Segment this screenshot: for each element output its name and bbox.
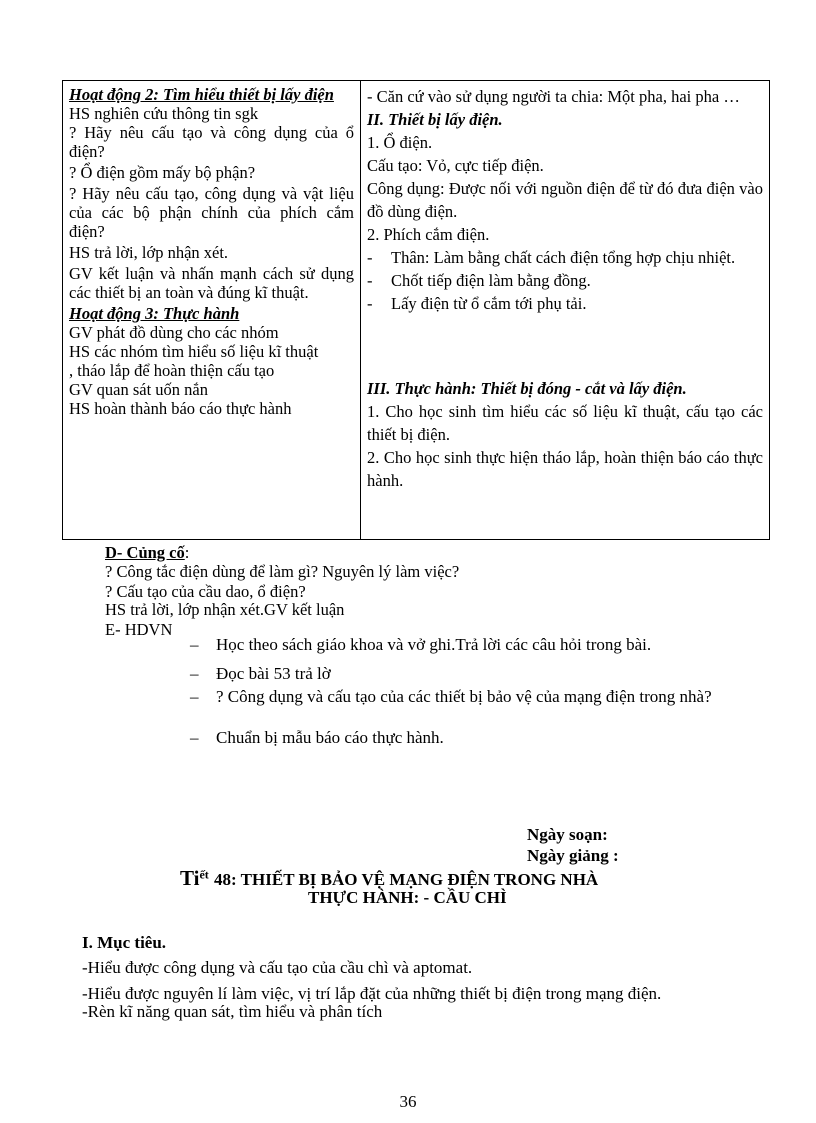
teach-date: Ngày giảng : xyxy=(527,846,619,865)
homework-item: – ? Công dụng và cấu tạo của các thiết bị bảo vệ của mạng điện trong nhà? xyxy=(190,687,712,706)
consolidation-heading: D- Củng cố: xyxy=(105,543,190,562)
consolidation-line: ? Cấu tạo của cầu dao, ổ điện? xyxy=(105,581,306,601)
left-question: ? Ổ điện gồm mấy bộ phận? xyxy=(69,163,256,182)
consolidation-line: HS trả lời, lớp nhận xét.GV kết luận xyxy=(105,600,345,619)
right-line: 2. Phích cắm điện. xyxy=(367,225,490,244)
lesson-subtitle: THỰC HÀNH: - CẦU CHÌ xyxy=(308,888,507,907)
activity-2-heading: Hoạt động 2: Tìm hiểu thiết bị lấy điện xyxy=(69,85,334,104)
left-question: ? Hãy nêu cấu tạo và công dụng của ổ điện? xyxy=(69,123,354,161)
spacer xyxy=(367,315,763,377)
lesson-title: $Ti^{ết}$ 48: THIẾT BỊ BẢO VỆ MẠNG ĐIỆN TRONG NHÀ xyxy=(180,866,599,890)
objective-line: -Hiểu được nguyên lí làm việc, vị trí lắp đặt của những thiết bị điện trong mạng điện. xyxy=(82,984,662,1003)
right-line: - Căn cứ vào sử dụng người ta chia: Một pha, hai pha … xyxy=(367,87,740,106)
right-line: Cấu tạo: Vỏ, cực tiếp điện. xyxy=(367,156,544,175)
left-line: GV quan sát uốn nắn xyxy=(69,380,209,399)
consolidation-body xyxy=(105,562,459,601)
lesson-table xyxy=(62,80,770,540)
homework-item: – Chuẩn bị mẫu báo cáo thực hành. xyxy=(190,728,444,747)
section-2-heading: II. Thiết bị lấy điện. xyxy=(367,110,503,129)
left-line: , tháo lắp để hoàn thiện cấu tạo xyxy=(69,361,275,380)
objectives-heading: I. Mục tiêu. xyxy=(82,933,167,952)
teacher-student-activities xyxy=(63,81,361,539)
lesson-content xyxy=(361,81,769,539)
homework-heading: E- HDVN xyxy=(105,620,173,639)
homework-item: – Đọc bài 53 trả lờ xyxy=(190,664,331,683)
left-line: GV kết luận và nhấn mạnh cách sử dụng các thiết bị an toàn và đúng kĩ thuật. xyxy=(69,264,354,302)
prep-date: Ngày soạn: xyxy=(527,825,608,844)
page-number: 36 xyxy=(399,1092,417,1111)
right-line: 2. Cho học sinh thực hiện tháo lắp, hoàn thiện báo cáo thực hành. xyxy=(367,448,763,490)
left-line: HS nghiên cứu thông tin sgk xyxy=(69,104,259,123)
dash-item: - Chốt tiếp điện làm bằng đồng. xyxy=(367,271,591,290)
left-line: HS hoàn thành báo cáo thực hành xyxy=(69,399,292,418)
right-line: 1. Ổ điện. xyxy=(367,133,433,152)
left-line: HS trả lời, lớp nhận xét. xyxy=(69,243,229,262)
consolidation-line: ? Công tắc điện dùng để làm gì? Nguyên lý làm việc? xyxy=(105,562,460,581)
objective-line: -Hiểu được công dụng và cấu tạo của cầu chì và aptomat. xyxy=(82,958,473,977)
right-line: 1. Cho học sinh tìm hiểu các số liệu kĩ thuật, cấu tạo các thiết bị điện. xyxy=(367,402,763,444)
dash-item: - Lấy điện từ ổ cắm tới phụ tải. xyxy=(367,294,587,313)
homework-item: – Học theo sách giáo khoa và vở ghi.Trả lời các câu hỏi trong bài. xyxy=(190,635,652,654)
left-line: HS các nhóm tìm hiểu số liệu kĩ thuật xyxy=(69,342,319,361)
left-question: ? Hãy nêu cấu tạo, công dụng và vật liệu của các bộ phận chính của phích cắm điện? xyxy=(69,184,354,241)
objective-line: -Rèn kĩ năng quan sát, tìm hiểu và phân tích xyxy=(82,1002,383,1021)
dates-block xyxy=(527,824,619,866)
activity-3-heading: Hoạt động 3: Thực hành xyxy=(69,304,240,323)
dash-item: - Thân: Làm bằng chất cách điện tổng hợp chịu nhiệt. xyxy=(367,248,736,267)
left-line: GV phát đồ dùng cho các nhóm xyxy=(69,323,279,342)
right-line: Công dụng: Được nối với nguồn điện để từ đó đưa điện vào đồ dùng điện. xyxy=(367,179,763,221)
section-3-heading: III. Thực hành: Thiết bị đóng - cắt và lấy điện. xyxy=(367,379,687,398)
